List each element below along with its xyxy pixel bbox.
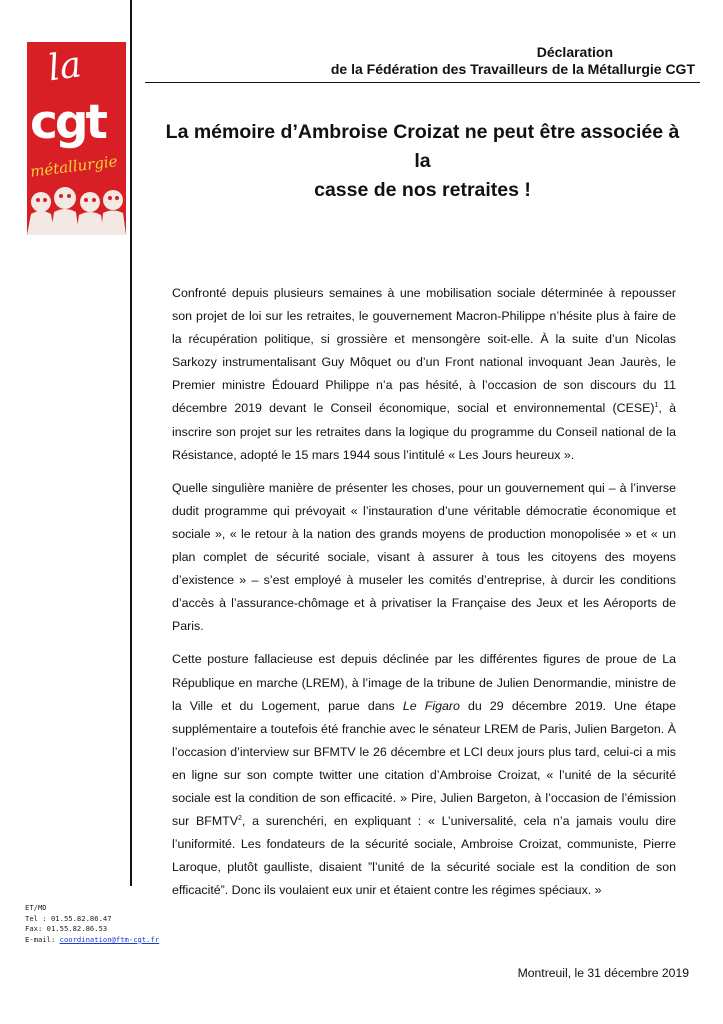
vertical-rule xyxy=(130,0,132,886)
header-line-2: de la Fédération des Travailleurs de la Métallurgie CGT xyxy=(330,61,695,77)
paragraph-2: Quelle singulière manière de présenter les choses, pour un gouvernement qui – à l’inverse dudit programme qui prévoyait « l’instauration d’une véritable démocratie économique et sociale », « le retour à la nation des grands moyens de production monopolisée » et « un plan complet de sécurité sociale, visant à assurer à tous les citoyens des moyens d’existence » – s’est employé à museler les comités d’entreprise, à durcir les conditions d’accès à l’assurance-chômage et à privatiser la Française des Jeux et les Aéroports de Paris. xyxy=(172,480,676,634)
document-title xyxy=(160,118,685,205)
logo-metallurgie-text: métallurgie xyxy=(29,152,119,181)
footnote-ref-1: 1 xyxy=(654,402,659,410)
author-initials: ET/MD xyxy=(25,903,47,912)
paragraph-3-text-b: du 29 décembre 2019. Une étape supplémentaire a toutefois été franchie avec le sénateur LREM de Paris, Julien Bargeton. À l’occasion d’interview sur BFMTV le 26 décembre et LCI deux jours plus tard, celui-ci a mis en ligne sur son compte twitter une citation d’Ambroise Croizat, « l’unité de la sécurité sociale est la condition de son efficacité. » Pire, Julien Bargeton, à l’occasion de l’émission sur BFMTV xyxy=(172,698,676,829)
contact-email-line xyxy=(25,935,159,946)
contact-block xyxy=(25,903,159,945)
paragraph-1 xyxy=(172,282,676,467)
cgt-metallurgie-logo xyxy=(27,42,126,235)
paragraph-3-text-a: Cette posture fallacieuse est depuis déclinée par les différentes figures de proue de La République en marche (LREM), à l’image de la tribune de Julien Denormandie, ministre de la Ville et du Logement, parue dans xyxy=(172,652,676,713)
footnote-ref-2: 2 xyxy=(238,814,242,822)
dateline: Montreuil, le 31 décembre 2019 xyxy=(517,966,689,980)
contact-tel: Tel : 01.55.82.86.47 xyxy=(25,913,112,923)
logo-cgt-text: cgt xyxy=(30,95,105,150)
email-link[interactable]: coordination@ftm-cgt.fr xyxy=(59,934,160,944)
paragraph-1-text-b: , à inscrire son projet sur les retraites dans la logique du programme du Conseil national de la Résistance, adopté le 15 mars 1944 sous l’intitulé « Les Jours heureux ». xyxy=(172,401,676,462)
paragraph-1-text-a: Confronté depuis plusieurs semaines à une mobilisation sociale déterminée à repousser son projet de loi sur les retraites, le gouvernement Macron-Philippe n’hésite plus à faire de la récupération politique, si grossière et mensongère soit-elle. À la suite d’un Nicolas Sarkozy instrumentalisant Guy Môquet ou d’un Front national invoquant Jean Jaurès, le Premier ministre Édouard Philippe n’a pas hésité, à l’occasion de son discours du 11 décembre 2019 devant le Conseil économique, social et environnemental (CESE) xyxy=(172,286,676,416)
title-line-2: casse de nos retraites ! xyxy=(314,179,531,201)
newspaper-name: Le Figaro xyxy=(402,698,460,713)
header-rule xyxy=(145,82,700,83)
email-label: E-mail: xyxy=(25,934,60,944)
declaration-header xyxy=(145,44,695,78)
contact-fax: Fax: 01.55.82.86.53 xyxy=(25,924,108,934)
title-line-1: La mémoire d’Ambroise Croizat ne peut être associée à la xyxy=(165,121,680,172)
paragraph-3 xyxy=(172,648,676,902)
logo-la-text: la xyxy=(45,44,84,90)
paragraph-3-text-c: , a surenchéri, en expliquant : « L’universalité, cela n’a jamais voulu dire l’uniformité. Les fondateurs de la sécurité sociale, Ambroise Croizat, communiste, Pierre Laroque, plutôt gaulliste, disaient ”l’unité de la sécurité sociale est la condition de son efficacité”. Donc ils voulaient eux unir et étaient contre les régimes spéciaux. » xyxy=(172,814,676,898)
document-body xyxy=(172,282,676,912)
header-line-1: Déclaration xyxy=(536,44,613,60)
